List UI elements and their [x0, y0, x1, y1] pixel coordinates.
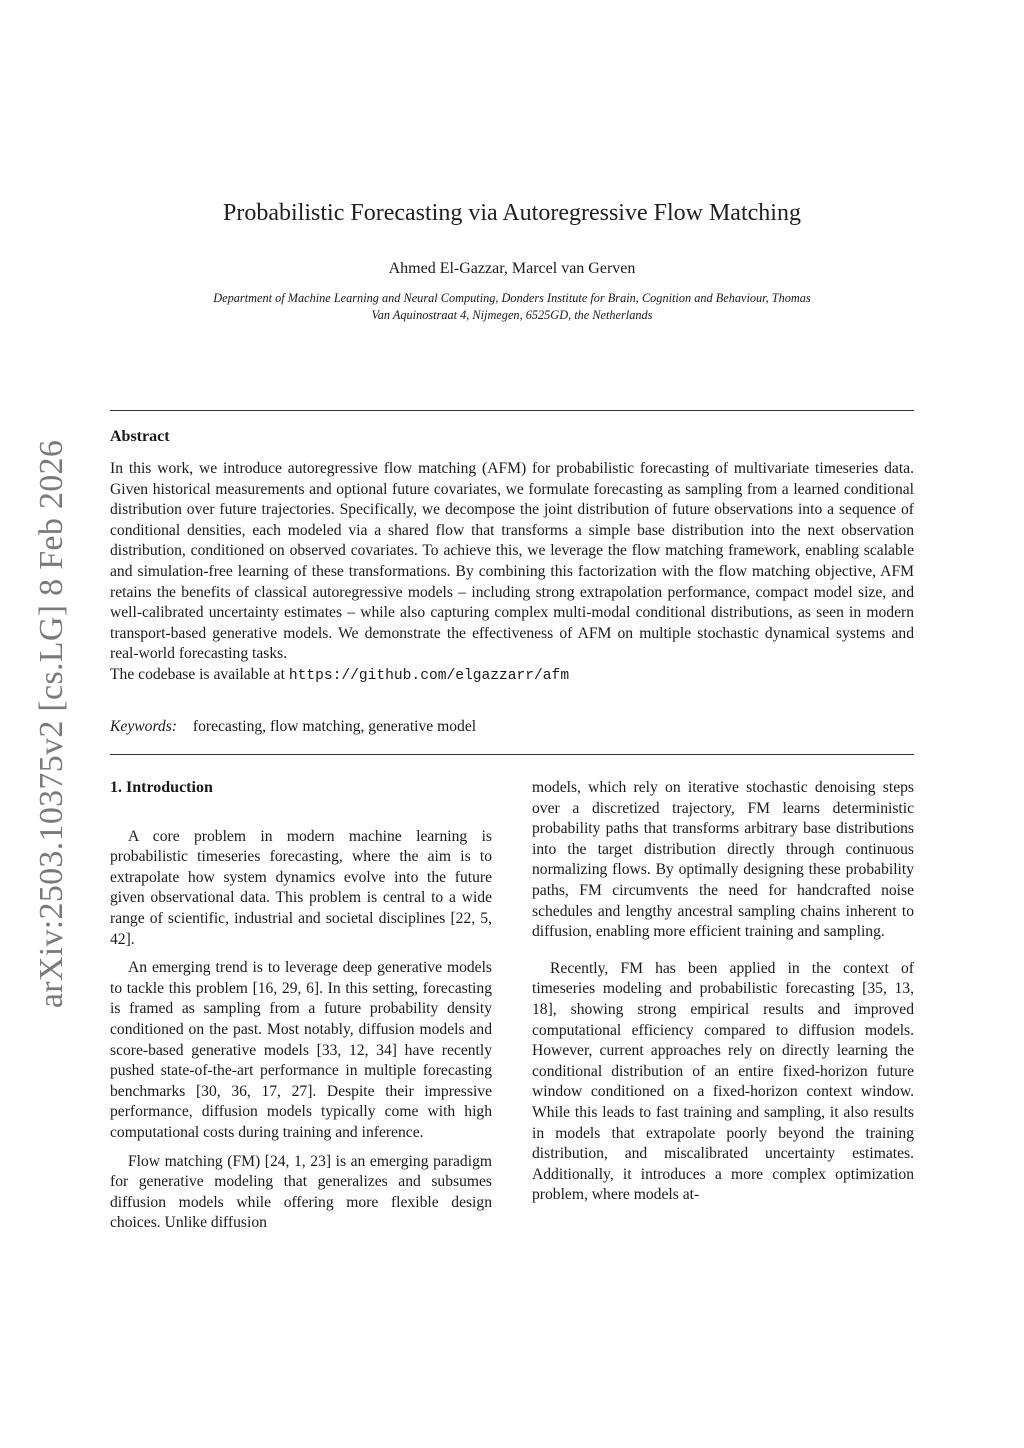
abstract-heading: Abstract: [110, 428, 170, 445]
intro-paragraph-3: Flow matching (FM) [24, 1, 23] is an emerging paradigm for generative modeling that generalizes and subsumes diffusion models while offering more flexible design choices. Unlike diffusion: [110, 1152, 492, 1232]
abstract-bottom-divider: [110, 754, 914, 755]
paper-title: Probabilistic Forecasting via Autoregressive Flow Matching: [223, 200, 801, 226]
codebase-link[interactable]: https://github.com/elgazzarr/afm: [288, 667, 570, 684]
paper-authors: Ahmed El-Gazzar, Marcel van Gerven: [388, 260, 636, 277]
keywords-text: forecasting, flow matching, generative model: [192, 718, 477, 735]
left-column: [110, 778, 492, 1242]
abstract-text: In this work, we introduce autoregressive flow matching (AFM) for probabilistic forecasting of multivariate timeseries data. Given historical measurements and optional future covariates, we formulate forecasting as sampling from a learned conditional distribution over future trajectories. Specifically, we decompose the joint distribution of future observations into a sequence of conditional densities, each modeled via a shared flow that transforms a simple base distribution into the next observation distribution, conditioned on observed covariates. To achieve this, we leverage the flow matching framework, enabling scalable and simulation-free learning of these transformations. By combining this factorization with the flow matching objective, AFM retains the benefits of classical autoregressive models – including strong extrapolation performance, compact model size, and well-calibrated uncertainty estimates – while also capturing complex multi-modal conditional distributions, as seen in modern transport-based generative models. We demonstrate the effectiveness of AFM on multiple stochastic dynamical systems and real-world forecasting tasks.: [110, 460, 914, 663]
author-affiliation: [116, 290, 908, 324]
introduction-heading: 1. Introduction: [110, 779, 213, 796]
keywords-line: [110, 718, 476, 736]
codebase-line: [110, 665, 914, 687]
abstract-top-divider: [110, 410, 914, 411]
arxiv-identifier-stamp: arXiv:2503.10375v2 [cs.LG] 8 Feb 2026: [33, 439, 70, 1009]
abstract-body: [110, 459, 914, 687]
intro-paragraph-3-continued: models, which rely on iterative stochastic denoising steps over a discretized trajectory, FM learns deterministic probability paths that transforms arbitrary base distributions into the target distribution directly through continuous normalizing flows. By optimally designing these probability paths, FM circumvents the need for handcrafted noise schedules and lengthy ancestral sampling chains inherent to diffusion, enabling more efficient training and sampling.: [532, 779, 914, 941]
keywords-label: Keywords:: [110, 718, 177, 735]
codebase-prefix: The codebase is available at: [110, 665, 285, 683]
right-column: [532, 778, 914, 1214]
affiliation-line-1: Department of Machine Learning and Neural Computing, Donders Institute for Brain, Cognition and Behaviour, Thomas: [213, 291, 811, 305]
intro-paragraph-1: A core problem in modern machine learning is probabilistic timeseries forecasting, where the aim is to extrapolate how system dynamics evolve into the future given observational data. This problem is central to a wide range of scientific, industrial and societal disciplines [22, 5, 42].: [110, 827, 492, 948]
affiliation-line-2: Van Aquinostraat 4, Nijmegen, 6525GD, the Netherlands: [371, 308, 653, 322]
intro-paragraph-2: An emerging trend is to leverage deep generative models to tackle this problem [16, 29, 6]. In this setting, forecasting is framed as sampling from a future probability density conditioned on the past. Most notably, diffusion models and score-based generative models [33, 12, 34] have recently pushed state-of-the-art performance in multiple forecasting benchmarks [30, 36, 17, 27]. Despite their impressive performance, diffusion models typically come with high computational costs during training and inference.: [110, 959, 492, 1141]
intro-paragraph-4: Recently, FM has been applied in the context of timeseries modeling and probabilistic forecasting [35, 13, 18], showing strong empirical results and improved computational efficiency compared to diffusion models. However, current approaches rely on directly learning the conditional distribution of an entire fixed-horizon future window conditioned on a fixed-horizon context window. While this leads to fast training and sampling, it also results in models that extrapolate poorly beyond the training distribution, and miscalibrated uncertainty estimates. Additionally, it introduces a more complex optimization problem, where models at-: [532, 959, 914, 1204]
